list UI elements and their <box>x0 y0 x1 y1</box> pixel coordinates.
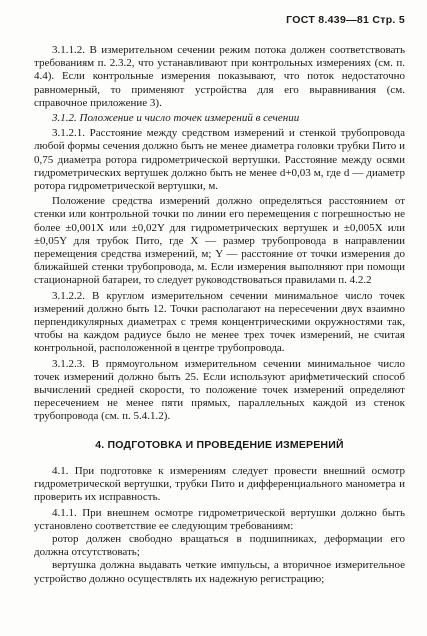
page-header: ГОСТ 8.439—81 Стр. 5 <box>286 14 405 26</box>
section-title-4: 4. ПОДГОТОВКА И ПРОВЕДЕНИЕ ИЗМЕРЕНИЙ <box>95 438 344 451</box>
subsection-heading-3-1-2: 3.1.2. Положение и число точек измерений в сечении <box>52 112 300 125</box>
paragraph-3-1-2-3: 3.1.2.3. В прямоугольном измерительном сечении минимальное число точек измерений должно быть 25. Если используют арифметический способ вычислений средней скорости, то положение точек измерений определяют пересечением не менее пяти прямых, параллельных каждой из стенок трубопровода (см. п. 5.4.1.2). <box>34 357 405 423</box>
paragraph-3-1-2-2: 3.1.2.2. В круглом измерительном сечении минимальное число точек измерений должно быть 12. Точки располагают на пересечении двух взаимно перпендикулярных диаметрах с тремя концентрическими окружностями так, чтобы на каждом радиусе было не менее трех точек измерений, не считая контрольной, расположенной в центре трубопровода. <box>34 289 405 355</box>
paragraph-4-1: 4.1. При подготовке к измерениям следует провести внешний осмотр гидрометрической вертушки, трубки Пито и дифференциального манометра и проверить их исправность. <box>34 464 405 504</box>
paragraph-3-1-1-2: 3.1.1.2. В измерительном сечении режим потока должен соответствовать требованиям п. 2.3.2, что устанавливают при контрольных измерениях (см. п. 4.4). Если контрольные измерения показывают, что поток недостаточно равномерный, то применяют устройства для его выравнивания (см. справочное приложение 3). <box>34 44 405 109</box>
paragraph-3-1-2-1: 3.1.2.1. Расстояние между средством измерений и стенкой трубопровода любой формы сечения должно быть не менее диаметра головки трубки Пито и 0,75 диаметра ротора гидрометрической вертушки. Расстояние между осями гидрометрических вертушек должно быть не менее d+0,03 м, где d — диаметр ротора гидрометрической вертушки, м. <box>34 127 405 193</box>
document-body <box>34 44 405 586</box>
requirement-rotor: ротор должен свободно вращаться в подшипниках, деформации его должна отсутствовать; <box>34 532 405 559</box>
requirement-impulses: вертушка должна выдавать четкие импульсы, а вторичное измерительное устройство должно осуществлять их надежную регистрацию; <box>34 559 405 585</box>
paragraph-4-1-1: 4.1.1. При внешнем осмотре гидрометрической вертушки должно быть установлено соответствие ее следующим требованиям: <box>34 506 405 532</box>
paragraph-position-accuracy: Положение средства измерений должно определяться расстоянием от стенки или контрольной точки по линии его перемещения с погрешностью не более ±0,001X или ±0,02Y для гидрометрических вертушек и ±0,005X или ±0,05Y для трубок Пито, где X — размер трубопровода в направлении перемещения средства измерений, м; Y — расстояние от точки измерения до ближайшей стенки трубопровода, м. Если измерения выполняют при помощи стационарной батареи, то следует руководствоваться правилами п. 4.2.2 <box>34 195 405 287</box>
